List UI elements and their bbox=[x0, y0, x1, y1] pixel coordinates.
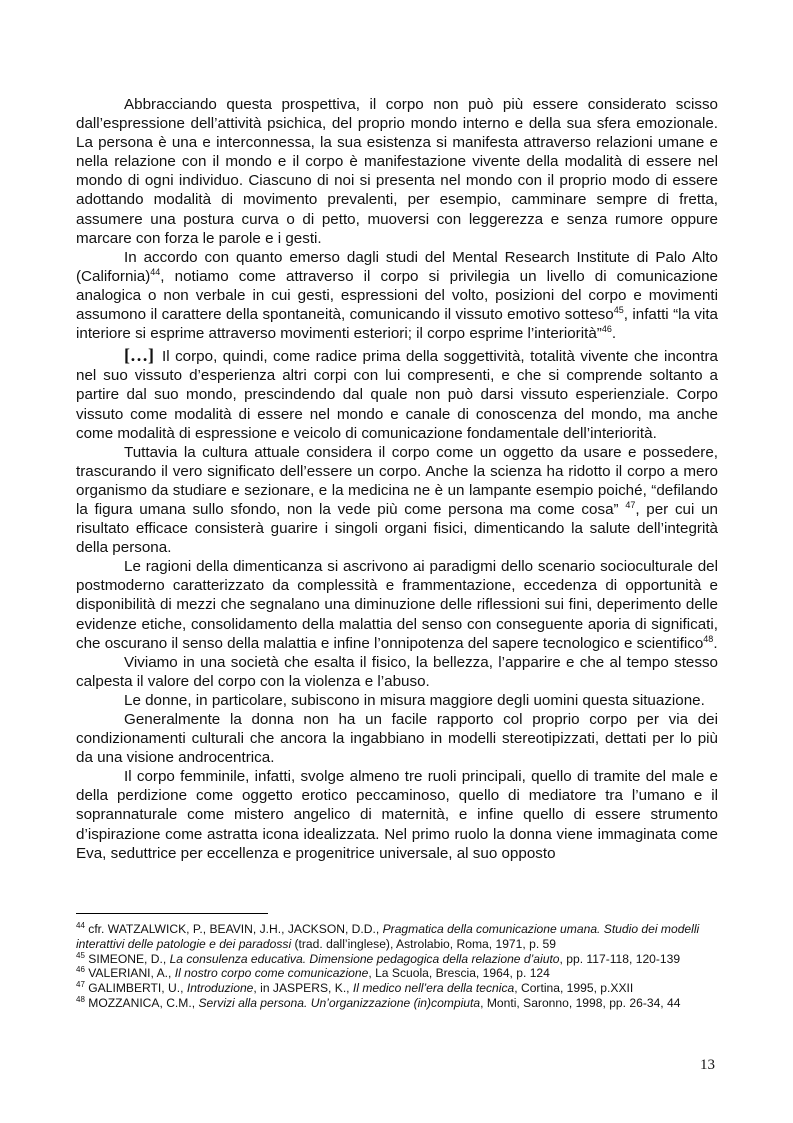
paragraph-5-part-b: . bbox=[713, 634, 718, 652]
footnote-text: MOZZANICA, C.M., bbox=[84, 995, 199, 1010]
footnote-ref-48[interactable]: 48 bbox=[703, 633, 714, 644]
footnote-text: , Cortina, 1995, p.XXII bbox=[514, 981, 634, 996]
paragraph-2-part-c: , infatti “la vita interiore si esprime attraverso movimenti esteriori; il corpo esprime l’interiorità” bbox=[76, 306, 718, 343]
footnote-number: 47 bbox=[76, 980, 85, 990]
paragraph-2-part-a: In accordo con quanto emerso dagli studi del Mental Research Institute di Palo Alto (California) bbox=[76, 248, 718, 285]
footnote-ref-47[interactable]: 47 bbox=[625, 499, 636, 510]
paragraph-2 bbox=[76, 248, 718, 343]
footnote-title: La consulenza educativa. Dimensione pedagogica della relazione d’aiuto bbox=[169, 951, 560, 966]
footnote-number: 48 bbox=[76, 994, 85, 1004]
paragraph-8: Generalmente la donna non ha un facile rapporto col proprio corpo per via dei condizionamenti culturali che ancora la ingabbiano in modelli stereotipizzati, dettati per lo più da una visione androcentrica. bbox=[76, 711, 718, 767]
footnote-number: 45 bbox=[76, 950, 85, 960]
footnote-44 bbox=[76, 922, 718, 952]
footnote-text: VALERIANI, A., bbox=[84, 966, 175, 981]
paragraph-4-part-a: Tuttavia la cultura attuale considera il corpo come un oggetto da usare e possedere, trascurando il vero significato dell’essere un corpo. Anche la scienza ha ridotto il corpo a mero organismo da studiare e sezionare, e la medicina ne è un lampante esempio poiché, “defilando la figura umana sullo sfondo, non la vede più come persona ma come cosa” bbox=[76, 443, 718, 518]
footnote-text: , Monti, Saronno, 1998, pp. 26-34, 44 bbox=[480, 995, 681, 1010]
page-number: 13 bbox=[700, 1057, 715, 1073]
footnote-separator bbox=[76, 913, 268, 914]
paragraph-2-part-d: . bbox=[611, 325, 617, 343]
paragraph-3-text: Il corpo, quindi, come radice prima della soggettività, totalità vivente che incontra nel suo vissuto d’esperienza altri corpi con lui compresenti, e che si comprende soltanto a partire dal suo mondo, prescindendo dal quale non può darsi vissuto esperienziale. Corpo vissuto come modalità di essere nel mondo e canale di conoscenza del mondo, ma anche come modalità di espressione e veicolo di comunicazione fondamentale dell’interiorità. bbox=[76, 348, 718, 442]
footnote-text: , La Scuola, Brescia, 1964, p. 124 bbox=[368, 966, 550, 981]
footnote-text: GALIMBERTI, U., bbox=[84, 981, 187, 996]
footnote-text: , in JASPERS, K., bbox=[253, 981, 353, 996]
footnote-46 bbox=[76, 966, 718, 981]
footnote-text: (trad. dall’inglese), Astrolabio, Roma, 1971, p. 59 bbox=[291, 936, 557, 951]
footnote-title: Servizi alla persona. Un’organizzazione (in)compiuta bbox=[198, 995, 481, 1010]
footnote-45 bbox=[76, 952, 718, 967]
footnote-text: SIMEONE, D., bbox=[84, 951, 170, 966]
footnote-title: Il medico nell’era della tecnica bbox=[352, 981, 515, 996]
body-text bbox=[76, 95, 718, 863]
paragraph-7: Le donne, in particolare, subiscono in misura maggiore degli uomini questa situazione. bbox=[124, 691, 705, 709]
footnote-title: Il nostro corpo come comunicazione bbox=[174, 966, 369, 981]
footnote-title: Pragmatica della comunicazione umana. Studio dei modelli interattivi delle patologie e dei paradossi bbox=[76, 922, 700, 951]
footnote-title: Introduzione bbox=[186, 981, 254, 996]
omission-mark: […] bbox=[124, 345, 154, 366]
footnote-text: cfr. WATZALWICK, P., BEAVIN, J.H., JACKSON, D.D., bbox=[84, 922, 383, 936]
paragraph-6: Viviamo in una società che esalta il fisico, la bellezza, l’apparire e che al tempo stesso calpesta il valore del corpo con la violenza e l’abuso. bbox=[76, 653, 718, 690]
paragraph-4-part-b: , per cui un risultato efficace consisterà guarire i singoli organi fisici, dimenticando la salute dell’integrità della persona. bbox=[76, 500, 719, 557]
footnote-48 bbox=[76, 996, 718, 1011]
paragraph-2-part-b: , notiamo come attraverso il corpo si privilegia un livello di comunicazione analogica o non verbale in cui gesti, espressioni del volto, posizioni del corpo e movimenti assumono il carattere della spontaneità, comunicando il vissuto emotivo sotteso bbox=[76, 267, 718, 324]
footnote-ref-46[interactable]: 46 bbox=[601, 324, 612, 335]
footnote-47 bbox=[76, 981, 718, 996]
footnote-text: , pp. 117-118, 120-139 bbox=[559, 951, 681, 966]
paragraph-3 bbox=[76, 346, 718, 442]
footnote-ref-44[interactable]: 44 bbox=[150, 266, 161, 277]
paragraph-4 bbox=[76, 443, 718, 558]
paragraph-5 bbox=[76, 557, 718, 652]
paragraph-5-part-a: Le ragioni della dimenticanza si ascrivono ai paradigmi dello scenario socioculturale del postmoderno caratterizzato da complessità e frammentazione, eccedenza di opportunità e disponibilità di mezzi che segnalano una diminuzione delle riflessioni sui fini, deperimento delle evidenze etiche, consolidamento della malattia del senso con conseguente aporia di significati, che oscurano il senso della malattia e infine l’onnipotenza del sapere tecnologico e scientifico bbox=[76, 558, 718, 652]
footnote-number: 46 bbox=[76, 965, 85, 975]
paragraph-9: Il corpo femminile, infatti, svolge almeno tre ruoli principali, quello di tramite del male e della perdizione come oggetto erotico peccaminoso, quello di mediatore tra l’umano e il soprannaturale come mistero angelico di maternità, e infine quello di essere strumento d’ispirazione come astratta icona idealizzata. Nel primo ruolo la donna viene immaginata come Eva, seduttrice per eccellenza e progenitrice universale, al suo opposto bbox=[76, 768, 718, 862]
footnote-ref-45[interactable]: 45 bbox=[613, 304, 624, 315]
paragraph-1: Abbracciando questa prospettiva, il corpo non può più essere considerato scisso dall’espressione dell’attività psichica, del proprio mondo interno e della sua sfera emozionale. La persona è una e interconnessa, la sua esistenza si manifesta attraverso relazioni umane e nella relazione con il mondo e il corpo è manifestazione vivente della modalità di essere nel mondo di ogni individuo. Ciascuno di noi si presenta nel mondo con il proprio modo di essere adottando modalità di movimento prevalenti, per esempio, camminare sempre di fretta, assumere una postura curva o di petto, muoversi con leggerezza e senza rumore oppure marcare con forza le parole e i gesti. bbox=[76, 96, 718, 247]
footnotes bbox=[76, 922, 718, 1011]
footnote-number: 44 bbox=[76, 920, 85, 930]
